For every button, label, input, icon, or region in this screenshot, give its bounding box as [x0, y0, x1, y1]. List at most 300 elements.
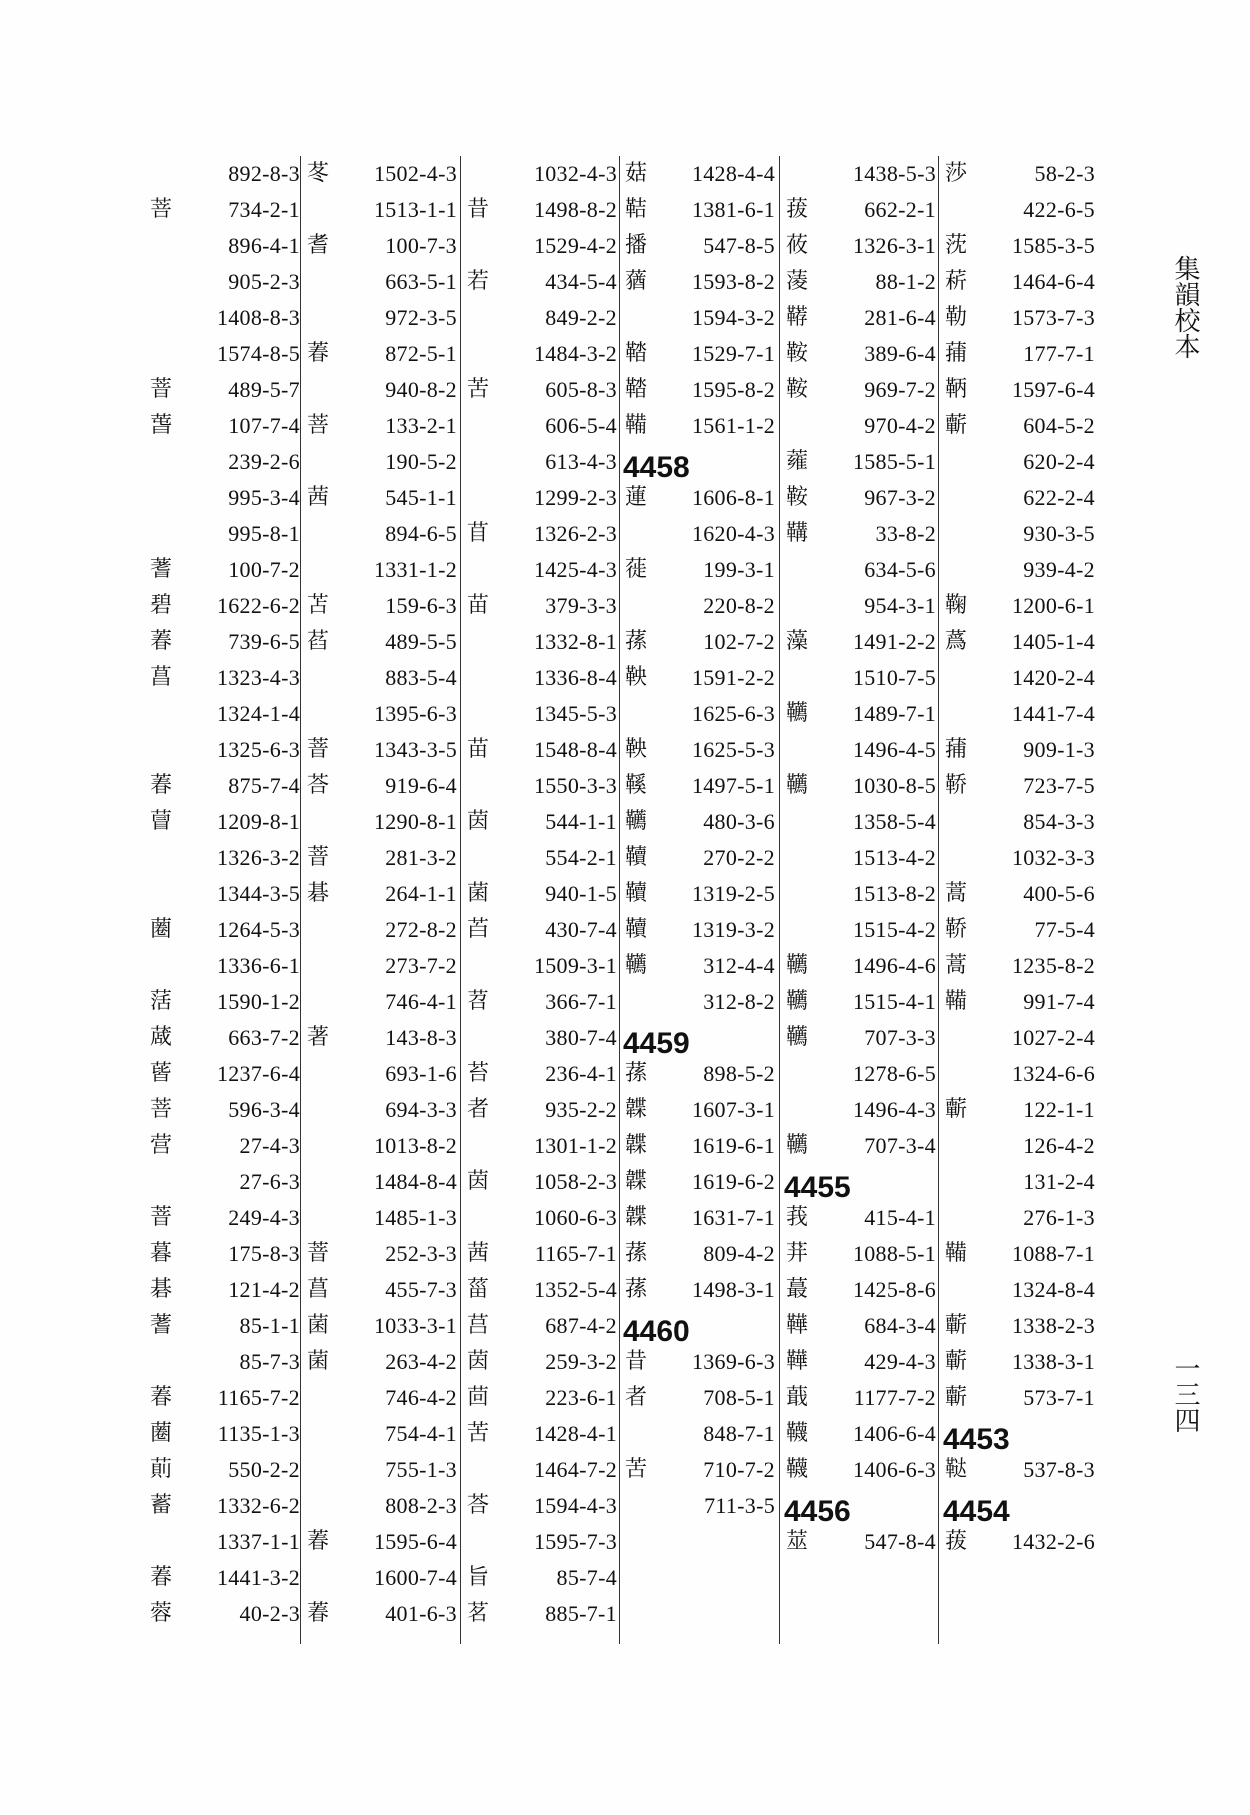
entry-character: 茗: [467, 1601, 490, 1626]
entry-reference: 1595-8-2: [691, 377, 775, 402]
entry-reference: 746-4-1: [385, 989, 457, 1014]
entry-character: 莜: [786, 233, 809, 258]
entry-reference: 1165-7-2: [217, 1385, 300, 1410]
index-entry: [463, 1092, 619, 1128]
index-entry: [146, 228, 302, 264]
index-entry: [463, 696, 619, 732]
column-divider: [938, 156, 939, 1644]
index-entry: [303, 1596, 459, 1632]
index-entry: [303, 768, 459, 804]
index-entry: [463, 1416, 619, 1452]
index-entry: [782, 912, 938, 948]
entry-reference: 1464-7-2: [533, 1457, 617, 1482]
index-entry: [621, 1452, 777, 1488]
index-entry: [782, 768, 938, 804]
index-entry: [463, 1560, 619, 1596]
entry-character: 鞜: [625, 341, 648, 366]
entry-reference: 1619-6-1: [691, 1133, 775, 1158]
entry-character: 鞴: [625, 413, 648, 438]
index-entry: [463, 300, 619, 336]
entry-character: 韘: [625, 1097, 648, 1122]
section-heading: 4454: [943, 1495, 1010, 1528]
entry-reference: 489-5-7: [228, 377, 300, 402]
index-entry: [941, 1092, 1097, 1128]
entry-reference: 545-1-1: [385, 485, 457, 510]
index-entry: [621, 840, 777, 876]
index-entry: [146, 588, 302, 624]
entry-reference: 755-1-3: [385, 1457, 457, 1482]
index-entry: [941, 624, 1097, 660]
index-entry: [303, 1128, 459, 1164]
entry-reference: 1324-8-4: [1011, 1277, 1095, 1302]
entry-reference: 1352-5-4: [533, 1277, 617, 1302]
entry-reference: 249-4-3: [228, 1205, 300, 1230]
index-entry: [782, 1524, 938, 1560]
entry-reference: 854-3-3: [1023, 809, 1095, 834]
index-entry: [782, 1416, 938, 1452]
index-entry: [941, 840, 1097, 876]
entry-reference: 131-2-4: [1023, 1169, 1095, 1194]
index-entry: [782, 1020, 938, 1056]
index-entry: [941, 876, 1097, 912]
entry-reference: 707-3-3: [864, 1025, 936, 1050]
entry-character: 暮: [150, 1241, 173, 1266]
entry-character: 碧: [150, 593, 173, 618]
entry-reference: 734-2-1: [228, 197, 300, 222]
index-entry: [303, 300, 459, 336]
entry-character: 蓄: [150, 1493, 173, 1518]
section-heading: 4455: [784, 1171, 851, 1204]
entry-reference: 88-1-2: [875, 269, 936, 294]
entry-reference: 1484-8-4: [373, 1169, 457, 1194]
index-entry: [303, 948, 459, 984]
index-entry: [146, 1020, 302, 1056]
entry-character: 菌: [307, 1349, 330, 1374]
entry-reference: 85-7-4: [556, 1565, 617, 1590]
entry-character: 蒿: [945, 881, 968, 906]
index-entry: [463, 1344, 619, 1380]
entry-character: 菩: [150, 1097, 173, 1122]
index-entry: [146, 1164, 302, 1200]
entry-reference: 1425-4-3: [533, 557, 617, 582]
index-entry: [463, 1524, 619, 1560]
index-entry: [782, 336, 938, 372]
index-entry: [463, 1380, 619, 1416]
entry-reference: 1496-4-5: [852, 737, 936, 762]
index-entry: [621, 1488, 777, 1524]
index-entry: [941, 1308, 1097, 1344]
entry-reference: 919-6-4: [385, 773, 457, 798]
index-entry: [941, 372, 1097, 408]
entry-character: 菩: [150, 197, 173, 222]
index-entry: [782, 516, 938, 552]
entry-reference: 1326-3-2: [216, 845, 300, 870]
index-entry: [621, 804, 777, 840]
entry-character: 菇: [625, 161, 648, 186]
entry-character: 萻: [307, 1241, 330, 1266]
entry-character: 莁: [786, 1529, 809, 1554]
index-entry: [303, 1560, 459, 1596]
index-entry: [621, 948, 777, 984]
index-entry: [303, 372, 459, 408]
index-entry: [303, 156, 459, 192]
index-entry: [941, 228, 1097, 264]
entry-character: 碁: [150, 1277, 173, 1302]
entry-reference: 122-1-1: [1023, 1097, 1095, 1122]
index-entry: [621, 588, 777, 624]
entry-reference: 33-8-2: [875, 521, 936, 546]
index-entry: [463, 1128, 619, 1164]
entry-character: 菌: [307, 1313, 330, 1338]
entry-reference: 596-3-4: [228, 1097, 300, 1122]
index-entry: [303, 876, 459, 912]
index-entry: [303, 1164, 459, 1200]
entry-reference: 1406-6-4: [852, 1421, 936, 1446]
index-entry: [463, 1056, 619, 1092]
entry-reference: 1088-7-1: [1011, 1241, 1095, 1266]
entry-character: 苦: [467, 1421, 490, 1446]
entry-character: 萅: [150, 413, 173, 438]
entry-character: 蒈: [150, 1061, 173, 1086]
entry-character: 荅: [307, 773, 330, 798]
entry-character: 苫: [307, 593, 330, 618]
index-entry: [463, 1488, 619, 1524]
index-entry: [303, 1020, 459, 1056]
entry-character: 者: [625, 1385, 648, 1410]
entry-character: 苗: [467, 737, 490, 762]
column-divider: [779, 156, 780, 1644]
entry-reference: 1597-6-4: [1011, 377, 1095, 402]
index-entry: [782, 732, 938, 768]
index-entry: [941, 1344, 1097, 1380]
entry-reference: 898-5-2: [703, 1061, 775, 1086]
entry-reference: 143-8-3: [385, 1025, 457, 1050]
entry-reference: 276-1-3: [1023, 1205, 1095, 1230]
entry-character: 茜: [467, 1241, 490, 1266]
index-entry: [941, 480, 1097, 516]
index-entry: [941, 588, 1097, 624]
index-entry: [941, 1524, 1097, 1560]
entry-reference: 1600-7-4: [373, 1565, 457, 1590]
entry-character: 韈: [786, 1457, 809, 1482]
entry-reference: 606-5-4: [545, 413, 617, 438]
entry-reference: 746-4-2: [385, 1385, 457, 1410]
index-entry: [782, 984, 938, 1020]
index-column: [621, 156, 777, 1524]
entry-reference: 380-7-4: [545, 1025, 617, 1050]
entry-reference: 1336-6-1: [216, 953, 300, 978]
index-entry: [146, 876, 302, 912]
entry-character: 菑: [467, 1277, 490, 1302]
entry-reference: 935-2-2: [545, 1097, 617, 1122]
index-column: [303, 156, 459, 1632]
entry-character: 蔨: [150, 1421, 173, 1446]
index-entry: [146, 1344, 302, 1380]
index-entry: [782, 660, 938, 696]
entry-reference: 1319-3-2: [691, 917, 775, 942]
entry-reference: 1620-4-3: [691, 521, 775, 546]
index-entry: [782, 804, 938, 840]
entry-reference: 1561-1-2: [691, 413, 775, 438]
index-entry: [146, 552, 302, 588]
index-entry: [941, 444, 1097, 480]
index-entry: [303, 1380, 459, 1416]
index-entry: [621, 192, 777, 228]
entry-reference: 550-2-2: [228, 1457, 300, 1482]
entry-reference: 252-3-3: [385, 1241, 457, 1266]
entry-character: 勒: [945, 305, 968, 330]
index-entry: [463, 156, 619, 192]
section-heading-row: [621, 1020, 777, 1060]
index-entry: [463, 552, 619, 588]
entry-character: 萏: [307, 629, 330, 654]
index-entry: [621, 696, 777, 732]
entry-reference: 1332-8-1: [533, 629, 617, 654]
index-entry: [303, 804, 459, 840]
entry-reference: 1585-5-1: [852, 449, 936, 474]
entry-reference: 102-7-2: [703, 629, 775, 654]
index-entry: [463, 1308, 619, 1344]
entry-character: 萿: [150, 989, 173, 1014]
entry-reference: 273-7-2: [385, 953, 457, 978]
index-entry: [146, 1128, 302, 1164]
index-entry: [146, 516, 302, 552]
entry-character: 鞍: [786, 341, 809, 366]
entry-reference: 1595-6-4: [373, 1529, 457, 1554]
entry-reference: 1625-6-3: [691, 701, 775, 726]
entry-reference: 1485-1-3: [373, 1205, 457, 1230]
entry-reference: 1299-2-3: [533, 485, 617, 510]
entry-character: 蕕: [625, 269, 648, 294]
index-entry: [303, 228, 459, 264]
index-entry: [941, 696, 1097, 732]
index-entry: [621, 768, 777, 804]
entry-character: 藻: [786, 629, 809, 654]
entry-reference: 808-2-3: [385, 1493, 457, 1518]
entry-reference: 1513-4-2: [852, 845, 936, 870]
index-entry: [621, 300, 777, 336]
entry-reference: 544-1-1: [545, 809, 617, 834]
entry-reference: 480-3-6: [703, 809, 775, 834]
entry-character: 萶: [307, 1601, 330, 1626]
entry-reference: 573-7-1: [1023, 1385, 1095, 1410]
entry-character: 鞊: [625, 197, 648, 222]
entry-reference: 940-1-5: [545, 881, 617, 906]
entry-reference: 1441-7-4: [1011, 701, 1095, 726]
entry-reference: 1631-7-1: [691, 1205, 775, 1230]
entry-reference: 693-1-6: [385, 1061, 457, 1086]
entry-reference: 894-6-5: [385, 521, 457, 546]
index-entry: [782, 1452, 938, 1488]
entry-reference: 809-4-2: [703, 1241, 775, 1266]
entry-character: 鞍: [786, 485, 809, 510]
index-entry: [621, 912, 777, 948]
entry-reference: 159-6-3: [385, 593, 457, 618]
entry-reference: 77-5-4: [1034, 917, 1095, 942]
index-entry: [463, 228, 619, 264]
entry-character: 鞠: [945, 593, 968, 618]
entry-character: 苦: [625, 1457, 648, 1482]
entry-reference: 694-3-3: [385, 1097, 457, 1122]
entry-reference: 455-7-3: [385, 1277, 457, 1302]
index-entry: [782, 876, 938, 912]
entry-reference: 1510-7-5: [852, 665, 936, 690]
entry-character: 鞅: [625, 737, 648, 762]
index-entry: [463, 516, 619, 552]
entry-reference: 605-8-3: [545, 377, 617, 402]
entry-character: 菝: [945, 1529, 968, 1554]
entry-character: 蔿: [945, 629, 968, 654]
index-entry: [621, 1416, 777, 1452]
entry-character: 蓮: [625, 485, 648, 510]
entry-character: 鞲: [786, 521, 809, 546]
index-entry: [941, 1452, 1097, 1488]
entry-reference: 967-3-2: [864, 485, 936, 510]
entry-character: 鞴: [945, 1241, 968, 1266]
index-entry: [146, 1596, 302, 1632]
index-entry: [621, 228, 777, 264]
section-heading-row: [621, 444, 777, 484]
entry-reference: 663-7-2: [228, 1025, 300, 1050]
entry-reference: 547-8-4: [864, 1529, 936, 1554]
entry-reference: 885-7-1: [545, 1601, 617, 1626]
index-entry: [463, 984, 619, 1020]
index-entry: [941, 732, 1097, 768]
entry-reference: 223-6-1: [545, 1385, 617, 1410]
entry-character: 鞒: [945, 773, 968, 798]
entry-reference: 940-8-2: [385, 377, 457, 402]
entry-character: 莎: [945, 161, 968, 186]
entry-character: 蓀: [625, 1241, 648, 1266]
index-entry: [621, 1380, 777, 1416]
index-entry: [463, 804, 619, 840]
column-divider: [619, 156, 620, 1644]
index-entry: [782, 156, 938, 192]
index-entry: [146, 1308, 302, 1344]
entry-character: 鞑: [945, 1457, 968, 1482]
section-heading-row: [782, 1164, 938, 1204]
index-entry: [621, 732, 777, 768]
index-entry: [146, 948, 302, 984]
entry-character: 菩: [307, 413, 330, 438]
index-entry: [146, 624, 302, 660]
entry-reference: 972-3-5: [385, 305, 457, 330]
section-heading-row: [941, 1416, 1097, 1456]
entry-reference: 489-5-5: [385, 629, 457, 654]
index-entry: [621, 624, 777, 660]
index-entry: [941, 264, 1097, 300]
index-entry: [303, 1416, 459, 1452]
entry-reference: 1548-8-4: [533, 737, 617, 762]
entry-reference: 1428-4-1: [533, 1421, 617, 1446]
index-entry: [463, 192, 619, 228]
entry-reference: 1013-8-2: [373, 1133, 457, 1158]
entry-reference: 1338-3-1: [1011, 1349, 1095, 1374]
index-entry: [463, 1596, 619, 1632]
index-entry: [303, 624, 459, 660]
entry-character: 茵: [467, 809, 490, 834]
index-entry: [941, 948, 1097, 984]
entry-reference: 547-8-5: [703, 233, 775, 258]
index-entry: [782, 1380, 938, 1416]
entry-character: 昔: [625, 1349, 648, 1374]
entry-reference: 1489-7-1: [852, 701, 936, 726]
index-entry: [621, 1164, 777, 1200]
entry-character: 韉: [786, 701, 809, 726]
index-entry: [463, 1164, 619, 1200]
index-entry: [782, 1200, 938, 1236]
index-entry: [303, 1272, 459, 1308]
entry-reference: 1515-4-1: [852, 989, 936, 1014]
index-entry: [941, 300, 1097, 336]
index-entry: [146, 300, 302, 336]
entry-reference: 1344-3-5: [216, 881, 300, 906]
entry-reference: 604-5-2: [1023, 413, 1095, 438]
entry-reference: 1497-5-1: [691, 773, 775, 798]
index-entry: [146, 192, 302, 228]
entry-character: 蓤: [786, 269, 809, 294]
entry-reference: 1625-5-3: [691, 737, 775, 762]
entry-reference: 663-5-1: [385, 269, 457, 294]
index-column: [941, 156, 1097, 1560]
entry-reference: 620-2-4: [1023, 449, 1095, 474]
entry-reference: 1336-8-4: [533, 665, 617, 690]
entry-character: 韇: [625, 917, 648, 942]
entry-character: 荓: [786, 1241, 809, 1266]
entry-reference: 1574-8-5: [216, 341, 300, 366]
entry-reference: 662-2-1: [864, 197, 936, 222]
entry-reference: 366-7-1: [545, 989, 617, 1014]
entry-reference: 1496-4-6: [852, 953, 936, 978]
entry-reference: 1060-6-3: [533, 1205, 617, 1230]
index-entry: [941, 912, 1097, 948]
index-entry: [621, 372, 777, 408]
entry-reference: 554-2-1: [545, 845, 617, 870]
index-entry: [463, 948, 619, 984]
index-entry: [463, 624, 619, 660]
entry-reference: 1088-5-1: [852, 1241, 936, 1266]
entry-character: 蒱: [945, 737, 968, 762]
index-entry: [621, 264, 777, 300]
entry-reference: 1591-2-2: [691, 665, 775, 690]
index-entry: [303, 1056, 459, 1092]
index-entry: [463, 1272, 619, 1308]
entry-character: 萻: [307, 845, 330, 870]
entry-reference: 422-6-5: [1023, 197, 1095, 222]
entry-character: 萻: [150, 1205, 173, 1230]
entry-character: 苦: [467, 377, 490, 402]
entry-character: 韉: [786, 773, 809, 798]
entry-character: 韈: [786, 1421, 809, 1446]
entry-reference: 991-7-4: [1023, 989, 1095, 1014]
index-entry: [146, 1092, 302, 1128]
index-entry: [146, 1560, 302, 1596]
entry-character: 鞜: [625, 377, 648, 402]
entry-reference: 27-4-3: [239, 1133, 300, 1158]
entry-reference: 1622-6-2: [216, 593, 300, 618]
entry-character: 蒧: [150, 1025, 173, 1050]
entry-reference: 1619-6-2: [691, 1169, 775, 1194]
entry-reference: 995-8-1: [228, 521, 300, 546]
index-entry: [621, 876, 777, 912]
index-entry: [782, 228, 938, 264]
entry-reference: 263-4-2: [385, 1349, 457, 1374]
entry-reference: 1290-8-1: [373, 809, 457, 834]
entry-reference: 1594-3-2: [691, 305, 775, 330]
index-entry: [782, 1344, 938, 1380]
entry-character: 若: [467, 269, 490, 294]
entry-reference: 281-6-4: [864, 305, 936, 330]
